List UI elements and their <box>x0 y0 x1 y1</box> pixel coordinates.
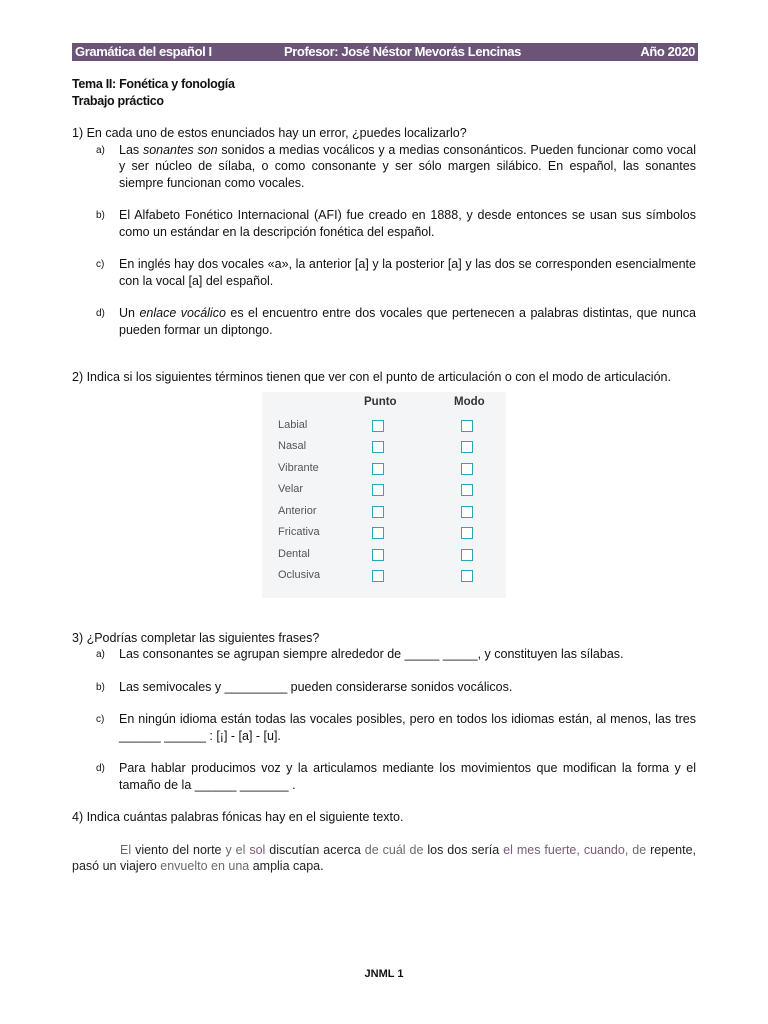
list-item <box>72 711 696 744</box>
checkbox-punto[interactable] <box>372 441 384 453</box>
checkbox-modo[interactable] <box>461 549 473 561</box>
item-text: En ningún idioma están todas las vocales posibles, pero en todos los idiomas están, al menos, las tres ______ ______ : [¡] - [a] - [u]. <box>119 712 696 743</box>
item-emphasis: enlace vocálico <box>139 306 226 320</box>
item-emphasis: sonantes son <box>142 142 218 157</box>
fable-segment: envuelto en una <box>160 859 253 873</box>
list-item <box>72 207 696 240</box>
item-text: es el encuentro entre dos vocales que pertenecen a palabras distintas, que nunca pueden formar un diptongo. <box>119 306 697 337</box>
fable-segment: discutían acerca <box>265 842 365 857</box>
checkbox-punto[interactable] <box>372 420 384 432</box>
topic-title: Tema II: Fonética y fonología <box>72 77 235 91</box>
checkbox-modo[interactable] <box>461 506 473 518</box>
list-item <box>72 679 696 696</box>
fable-segment: repente, <box>650 842 696 857</box>
list-item <box>72 305 696 338</box>
page-footer: JNML 1 <box>364 968 404 980</box>
item-label: b) <box>96 681 105 693</box>
item-text: El Alfabeto Fonético Internacional (AFI) fue creado en 1888, y desde entonces se usan sus símbolos como un estándar en la descripción fonética del español. <box>119 208 696 239</box>
item-label: d) <box>96 308 105 319</box>
column-punto: Punto <box>364 395 397 408</box>
table-row-label: Fricativa <box>278 526 320 538</box>
question-1-items <box>72 142 696 339</box>
table-row-label: Oclusiva <box>278 569 321 581</box>
item-text: sonidos a medias vocálicos y a medias consonánticos. Pueden funcionar como vocal y ser núcleo de sílaba, o como consonante y ser sólo margen silábico. En español, las sonantes siempre funcionan como vocales. <box>119 142 696 190</box>
professor-name: Profesor: José Néstor Mevorás Lencinas <box>284 44 521 59</box>
question-3: 3) ¿Podrías completar las siguientes frases? <box>72 630 320 645</box>
checkbox-punto[interactable] <box>372 527 384 539</box>
fable-text <box>72 842 696 875</box>
item-text: Para hablar producimos voz y la articulamos mediante los movimientos que modifican la forma y el tamaño de la ______ _______ . <box>119 761 696 792</box>
checkbox-modo[interactable] <box>461 527 473 539</box>
question-3-items <box>72 646 696 793</box>
checkbox-punto[interactable] <box>372 463 384 475</box>
fable-segment: sol <box>249 842 266 857</box>
item-text: Las consonantes se agrupan siempre alrededor de _____ _____, y constituyen las sílabas. <box>119 647 624 661</box>
fable-segment: amplia capa. <box>252 859 324 873</box>
checkbox-modo[interactable] <box>461 463 473 475</box>
fable-segment: viento del norte <box>135 842 222 857</box>
item-text: En inglés hay dos vocales «a», la anterior [a] y la posterior [a] y las dos se corresponden esencialmente con la vocal [a] del español. <box>119 257 696 288</box>
document-body <box>72 76 696 875</box>
item-label: c) <box>96 259 105 270</box>
list-item <box>72 142 696 192</box>
table-row-label: Dental <box>278 547 310 560</box>
item-label: d) <box>96 763 105 774</box>
item-text: Las semivocales y _________ pueden considerarse sonidos vocálicos. <box>119 679 513 694</box>
checkbox-modo[interactable] <box>461 420 473 432</box>
item-text: Un <box>119 306 140 320</box>
item-label: a) <box>96 649 105 660</box>
table-row-label: Velar <box>278 483 304 495</box>
year-label: Año 2020 <box>640 44 695 59</box>
question-1: 1) En cada uno de estos enunciados hay un error, ¿puedes localizarlo? <box>72 126 467 140</box>
item-label: a) <box>96 144 105 156</box>
articulation-table <box>262 392 506 598</box>
table-row-label: Anterior <box>278 504 317 517</box>
question-2: 2) Indica si los siguientes términos tienen que ver con el punto de articulación o con el modo de articulación. <box>72 370 671 384</box>
checkbox-punto[interactable] <box>372 549 384 561</box>
checkbox-modo[interactable] <box>461 441 473 453</box>
list-item <box>72 646 696 663</box>
item-label: b) <box>96 210 105 221</box>
fable-segment: de <box>632 842 651 857</box>
checkbox-punto[interactable] <box>372 570 384 582</box>
table-row-label: Labial <box>278 418 308 431</box>
item-label: c) <box>96 714 105 725</box>
checkbox-modo[interactable] <box>461 484 473 496</box>
fable-segment: pasó un viajero <box>72 859 161 873</box>
fable-segment: y el <box>221 842 250 857</box>
checkbox-punto[interactable] <box>372 506 384 518</box>
checkbox-punto[interactable] <box>372 484 384 496</box>
checkbox-modo[interactable] <box>461 570 473 582</box>
table-row-label: Nasal <box>278 440 307 452</box>
course-title: Gramática del español I <box>75 44 212 59</box>
item-text: Las <box>119 142 143 157</box>
practical-title: Trabajo práctico <box>72 93 164 108</box>
fable-segment: los dos sería <box>427 842 504 857</box>
list-item <box>72 256 696 289</box>
fable-segment: El <box>120 842 136 857</box>
list-item <box>72 760 696 793</box>
fable-segment: el mes fuerte, cuando, <box>503 842 633 857</box>
table-row-label: Vibrante <box>278 461 319 474</box>
document-header <box>72 43 698 61</box>
column-modo: Modo <box>454 395 485 408</box>
fable-segment: de cuál de <box>364 842 428 857</box>
question-4: 4) Indica cuántas palabras fónicas hay en el siguiente texto. <box>72 810 404 824</box>
